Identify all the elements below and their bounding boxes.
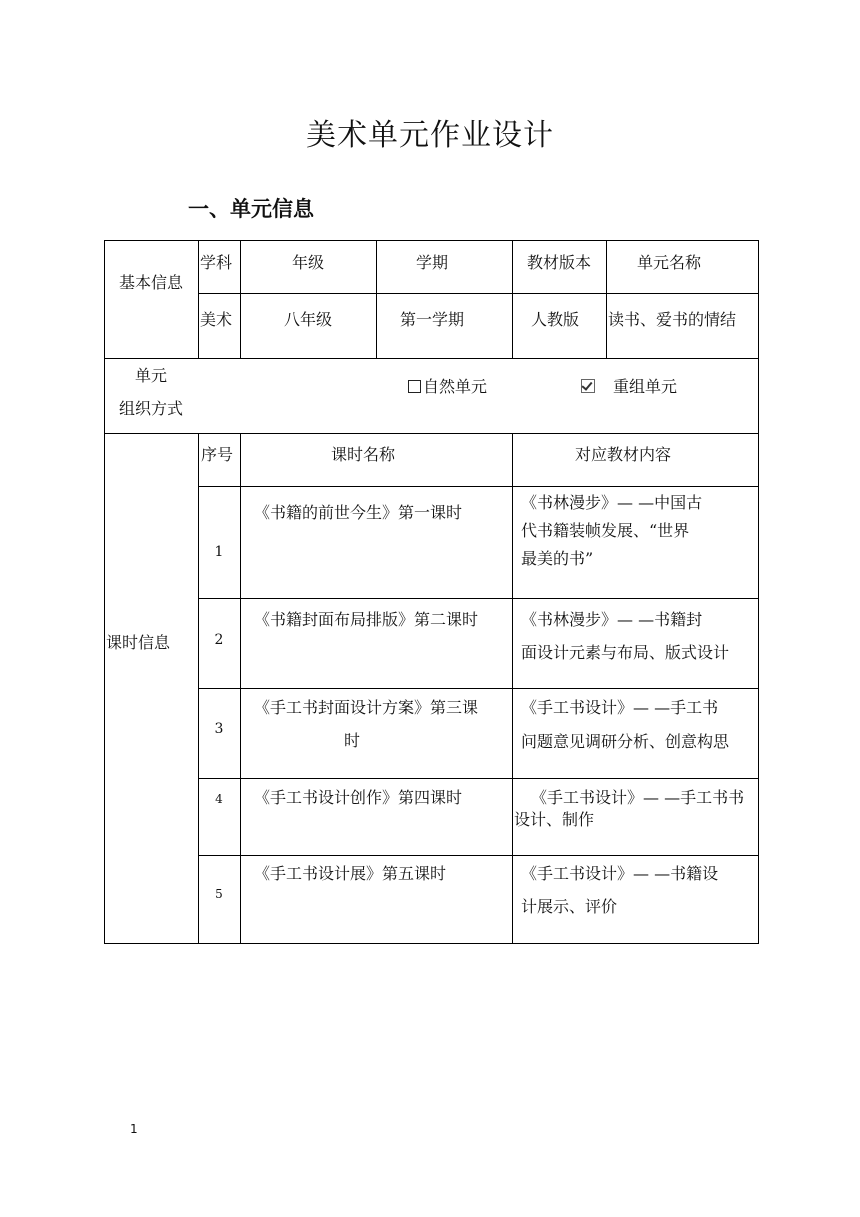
lesson-name-line2: 时 [343,731,360,750]
value-subject: 美术 [200,310,233,329]
lesson-name: 《手工书封面设计方案》第三课 [254,698,479,717]
lesson-content-line1: 《书林漫步》— —书籍封 [521,610,703,629]
header-lesson-name: 课时名称 [330,445,395,464]
header-edition: 教材版本 [526,253,591,272]
lesson-content-line2: 设计、制作 [514,810,595,829]
lesson-content-line2: 问题意见调研分析、创意构思 [521,732,730,751]
lesson-name: 《书籍的前世今生》第一课时 [254,503,463,522]
lesson-content-line2: 代书籍装帧发展、“世界 [521,521,690,540]
header-content: 对应教材内容 [574,445,671,464]
basic-info-label: 基本信息 [118,273,183,292]
lesson-name: 《手工书设计展》第五课时 [254,864,447,883]
checkbox-unchecked-icon[interactable] [408,380,421,393]
org-label-line2: 组织方式 [118,399,183,418]
value-semester: 第一学期 [399,310,464,329]
lesson-content-line2: 计展示、评价 [521,897,618,916]
lesson-content-line1: 《书林漫步》— —中国古 [521,493,703,512]
lesson-number: 5 [215,887,223,901]
lesson-content-line3: 最美的书” [521,549,594,568]
value-edition: 人教版 [530,310,579,329]
header-subject: 学科 [200,253,233,272]
header-grade: 年级 [291,253,324,272]
lesson-name: 《书籍封面布局排版》第二课时 [254,610,479,629]
page-number: 1 [130,1122,138,1136]
section-heading: 一、单元信息 [188,197,314,221]
lesson-number: 2 [214,632,224,648]
header-unit-name: 单元名称 [636,253,701,272]
header-number: 序号 [201,445,234,464]
lessons-label: 课时信息 [106,633,171,652]
lesson-content-line1: 《手工书设计》— —书籍设 [521,864,719,883]
org-label-line1: 单元 [134,366,167,385]
option-regrouped-unit[interactable]: 重组单元 [581,372,677,402]
lesson-content-line1: 《手工书设计》— —手工书 [521,698,719,717]
lesson-content-line2: 面设计元素与布局、版式设计 [521,643,730,662]
checkbox-checked-icon[interactable] [581,379,595,393]
header-semester: 学期 [415,253,448,272]
lesson-content-line1: 《手工书设计》— —手工书书 [531,788,745,807]
lesson-number: 1 [214,544,224,560]
lesson-number: 4 [215,792,223,806]
value-grade: 八年级 [283,310,332,329]
value-unit-name: 读书、爱书的情结 [608,310,737,329]
option-natural-unit[interactable]: 自然单元 [408,372,487,402]
lesson-number: 3 [214,721,224,737]
lesson-name: 《手工书设计创作》第四课时 [254,788,463,807]
document-title: 美术单元作业设计 [306,118,554,153]
